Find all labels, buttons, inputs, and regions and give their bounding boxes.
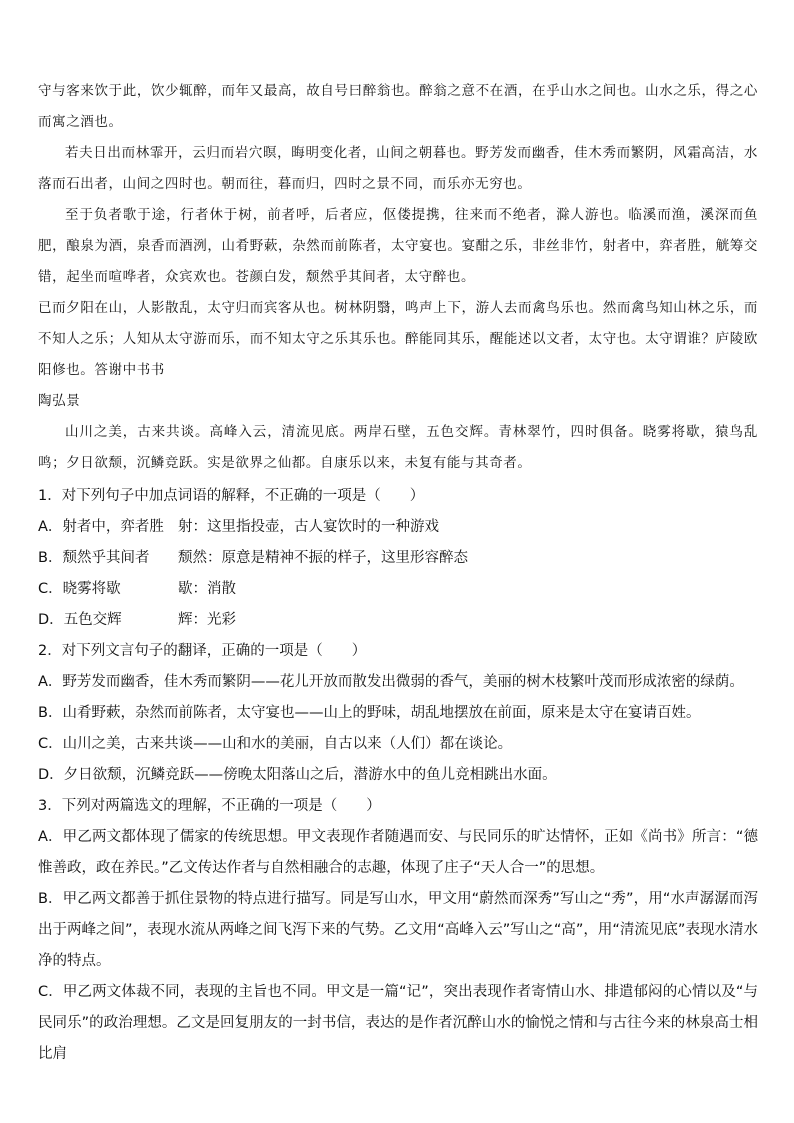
passage-author: 陶弘景 <box>38 393 81 409</box>
question-3-option-b: B．甲乙两文都善于抓住景物的特点进行描写。同是写山水，甲文用“蔚然而深秀”写山之“秀”，用“水声潺潺而泻出于两峰之间”，表现水流从两峰之间飞泻下来的气势。乙文用“高峰入云”写山之“高”，用“清流见底”表现水清水净的特点。 <box>38 891 758 969</box>
option-c-term: C．晓雾将歇 <box>38 581 121 597</box>
passage-paragraph-5: 山川之美，古来共谈。高峰入云，清流见底。两岸石壁，五色交辉。青林翠竹，四时俱备。晓雾将歇，猿鸟乱鸣；夕日欲颓，沉鳞竞跃。实是欲界之仙都。自康乐以来，未复有能与其奇者。 <box>38 424 758 471</box>
passage-paragraph-1: 守与客来饮于此，饮少辄醉，而年又最高，故自号曰醉翁也。醉翁之意不在酒，在乎山水之间也。山水之乐，得之心而寓之酒也。 <box>38 83 758 130</box>
question-3-stem: 3．下列对两篇选文的理解，不正确的一项是（ ） <box>38 798 381 814</box>
question-1-stem: 1．对下列句子中加点词语的解释，不正确的一项是（ ） <box>38 488 425 504</box>
option-d-term: D．五色交辉 <box>38 612 122 628</box>
question-1-option-c <box>38 574 758 605</box>
question-1-option-d <box>38 605 758 636</box>
question-2-stem: 2．对下列文言句子的翻译，正确的一项是（ ） <box>38 643 367 659</box>
option-b-definition: 颓然：原意是精神不振的样子，这里形容醉态 <box>178 550 468 566</box>
question-1-option-b <box>38 543 758 574</box>
question-2-option-a: A．野芳发而幽香，佳木秀而繁阴——花儿开放而散发出微弱的香气，美丽的树木枝繁叶茂而形成浓密的绿荫。 <box>38 674 744 690</box>
question-3-option-c: C．甲乙两文体裁不同，表现的主旨也不同。甲文是一篇“记”，突出表现作者寄情山水、排遣郁闷的心情以及“与民同乐”的政治理想。乙文是回复朋友的一封书信，表达的是作者沉醉山水的愉悦之情和与古往今来的林泉高士相比肩 <box>38 984 758 1062</box>
option-b-term: B．颓然乎其间者 <box>38 550 150 566</box>
passage-paragraph-4: 已而夕阳在山，人影散乱，太守归而宾客从也。树林阴翳，鸣声上下，游人去而禽鸟乐也。然而禽鸟知山林之乐，而不知人之乐；人知从太守游而乐，而不知太守之乐其乐也。醉能同其乐，醒能述以文者，太守也。太守谓谁？庐陵欧阳修也。答谢中书书 <box>38 300 758 378</box>
question-1-option-a <box>38 512 758 543</box>
passage-paragraph-2: 若夫日出而林霏开，云归而岩穴暝，晦明变化者，山间之朝暮也。野芳发而幽香，佳木秀而繁阴，风霜高洁，水落而石出者，山间之四时也。朝而往，暮而归，四时之景不同，而乐亦无穷也。 <box>38 145 758 192</box>
option-c-definition: 歇：消散 <box>178 581 236 597</box>
classical-passage <box>38 76 758 479</box>
passage-paragraph-3: 至于负者歌于途，行者休于树，前者呼，后者应，伛偻提携，往来而不绝者，滁人游也。临溪而渔，溪深而鱼肥，酿泉为酒，泉香而酒洌，山肴野蔌，杂然而前陈者，太守宴也。宴酣之乐，非丝非竹，射者中，弈者胜，觥筹交错，起坐而喧哗者，众宾欢也。苍颜白发，颓然乎其间者，太守醉也。 <box>38 207 758 285</box>
option-d-definition: 辉：光彩 <box>178 612 236 628</box>
question-block <box>38 481 758 1070</box>
question-2-option-c: C．山川之美，古来共谈——山和水的美丽，自古以来（人们）都在谈论。 <box>38 736 513 752</box>
option-a-term: A．射者中，弈者胜 <box>38 519 164 535</box>
question-3-option-a: A．甲乙两文都体现了儒家的传统思想。甲文表现作者随遇而安、与民同乐的旷达情怀，正如《尚书》所言：“德惟善政，政在养民。”乙文传达作者与自然相融合的志趣，体现了庄子“天人合一”的思想。 <box>38 829 758 876</box>
question-2-option-d: D．夕日欲颓，沉鳞竞跃——傍晚太阳落山之后，潜游水中的鱼儿竞相跳出水面。 <box>38 767 557 783</box>
option-a-definition: 射：这里指投壶，古人宴饮时的一种游戏 <box>178 519 439 535</box>
question-2-option-b: B．山肴野蔌，杂然而前陈者，太守宴也——山上的野味，胡乱地摆放在前面，原来是太守在宴请百姓。 <box>38 705 701 721</box>
